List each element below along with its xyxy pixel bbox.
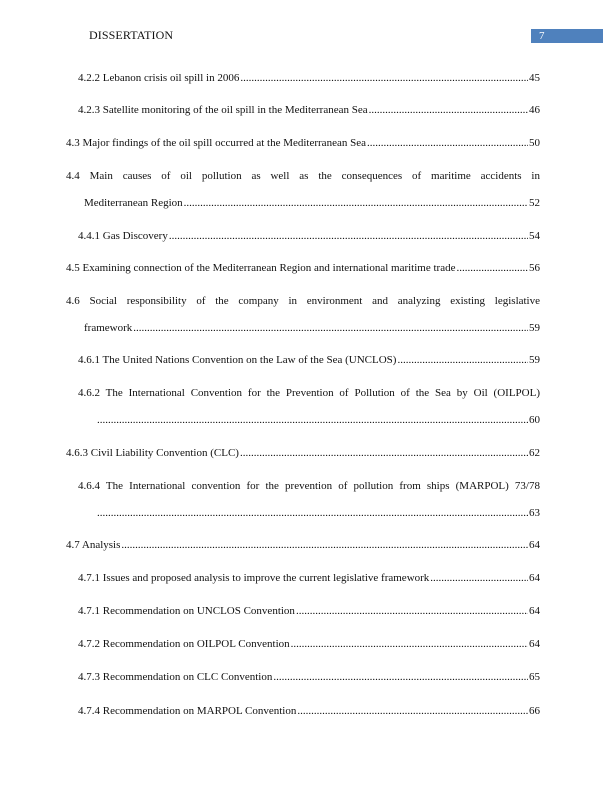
toc-entry-text: 4.6.1 The United Nations Convention on the Law of the Sea (UNCLOS)	[78, 354, 397, 366]
toc-leader-dots	[296, 605, 528, 618]
toc-entry[interactable]	[66, 137, 540, 150]
toc-entry-text: 4.2.3 Satellite monitoring of the oil spill in the Mediterranean Sea	[78, 104, 368, 116]
toc-entry-text: Mediterranean Region	[84, 197, 183, 209]
toc-leader-dots	[291, 638, 528, 651]
toc-entry-text: 4.7.1 Issues and proposed analysis to improve the current legislative framework	[78, 572, 430, 584]
toc-entry[interactable]	[78, 230, 540, 243]
page-number-badge: 7	[531, 29, 603, 43]
toc-leader-dots	[273, 671, 528, 684]
toc-entry[interactable]	[78, 605, 540, 618]
toc-leader-dots	[97, 414, 528, 427]
toc-entry-line1[interactable]: 4.4 Main causes of oil pollution as well as the consequences of maritime accidents in	[66, 170, 540, 182]
toc-entry[interactable]	[96, 507, 540, 520]
toc-entry-text: 4.7.1 Recommendation on UNCLOS Convention	[78, 605, 295, 617]
toc-leader-dots	[397, 354, 528, 367]
toc-leader-dots	[97, 507, 528, 520]
toc-leader-dots	[456, 262, 528, 275]
toc-entry[interactable]	[66, 447, 540, 460]
toc-entry-page: 54	[529, 230, 540, 242]
toc-entry[interactable]	[84, 322, 540, 335]
toc-entry[interactable]	[78, 72, 540, 85]
toc-entry-text: framework	[84, 322, 133, 334]
toc-leader-dots	[169, 230, 528, 243]
toc-entry-page: 60	[529, 414, 540, 426]
toc-leader-dots	[133, 322, 528, 335]
toc-entry-page: 64	[529, 539, 540, 551]
toc-entry-text: 4.4.1 Gas Discovery	[78, 230, 168, 242]
toc-entry-page: 62	[529, 447, 540, 459]
toc-leader-dots	[297, 705, 528, 718]
toc-entry[interactable]	[78, 705, 540, 718]
toc-leader-dots	[184, 197, 528, 210]
toc-entry-page: 65	[529, 671, 540, 683]
toc-entry-text: 4.5 Examining connection of the Mediterranean Region and international maritime trade	[66, 262, 456, 274]
toc-leader-dots	[430, 572, 528, 585]
toc-entry[interactable]	[66, 539, 540, 552]
toc-entry-line1[interactable]: 4.6.2 The International Convention for the Prevention of Pollution of the Sea by Oil (OILPOL)	[78, 387, 540, 399]
toc-entry-text: 4.6.3 Civil Liability Convention (CLC)	[66, 447, 239, 459]
toc-entry-page: 45	[529, 72, 540, 84]
toc-entry-page: 64	[529, 605, 540, 617]
toc-entry-page: 46	[529, 104, 540, 116]
toc-leader-dots	[240, 72, 528, 85]
toc-entry-page: 50	[529, 137, 540, 149]
toc-entry-text: 4.3 Major findings of the oil spill occurred at the Mediterranean Sea	[66, 137, 366, 149]
toc-entry-page: 63	[529, 507, 540, 519]
toc-entry-text: 4.2.2 Lebanon crisis oil spill in 2006	[78, 72, 240, 84]
toc-leader-dots	[367, 137, 528, 150]
toc-entry-page: 59	[529, 354, 540, 366]
toc-entry[interactable]	[78, 638, 540, 651]
toc-entry-page: 52	[529, 197, 540, 209]
toc-entry-page: 66	[529, 705, 540, 717]
toc-entry-page: 64	[529, 572, 540, 584]
toc-leader-dots	[121, 539, 528, 552]
toc-entry-text: 4.7.3 Recommendation on CLC Convention	[78, 671, 273, 683]
toc-entry[interactable]	[96, 414, 540, 427]
toc-leader-dots	[369, 104, 528, 117]
toc-entry-page: 64	[529, 638, 540, 650]
toc-entry-page: 56	[529, 262, 540, 274]
toc-entry[interactable]	[78, 354, 540, 367]
toc-entry[interactable]	[84, 197, 540, 210]
running-header-title: DISSERTATION	[89, 28, 174, 42]
toc-entry-text: 4.7.4 Recommendation on MARPOL Convention	[78, 705, 297, 717]
toc-leader-dots	[240, 447, 528, 460]
toc-entry-text: 4.7.2 Recommendation on OILPOL Convention	[78, 638, 290, 650]
toc-entry[interactable]	[78, 104, 540, 117]
toc-entry-text: 4.7 Analysis	[66, 539, 121, 551]
toc-entry[interactable]	[78, 671, 540, 684]
toc-entry[interactable]	[66, 262, 540, 275]
toc-entry-page: 59	[529, 322, 540, 334]
toc-entry-line1[interactable]: 4.6 Social responsibility of the company in environment and analyzing existing legislative	[66, 295, 540, 307]
toc-entry-line1[interactable]: 4.6.4 The International convention for the prevention of pollution from ships (MARPOL) 73/78	[78, 480, 540, 492]
toc-entry[interactable]	[78, 572, 540, 585]
